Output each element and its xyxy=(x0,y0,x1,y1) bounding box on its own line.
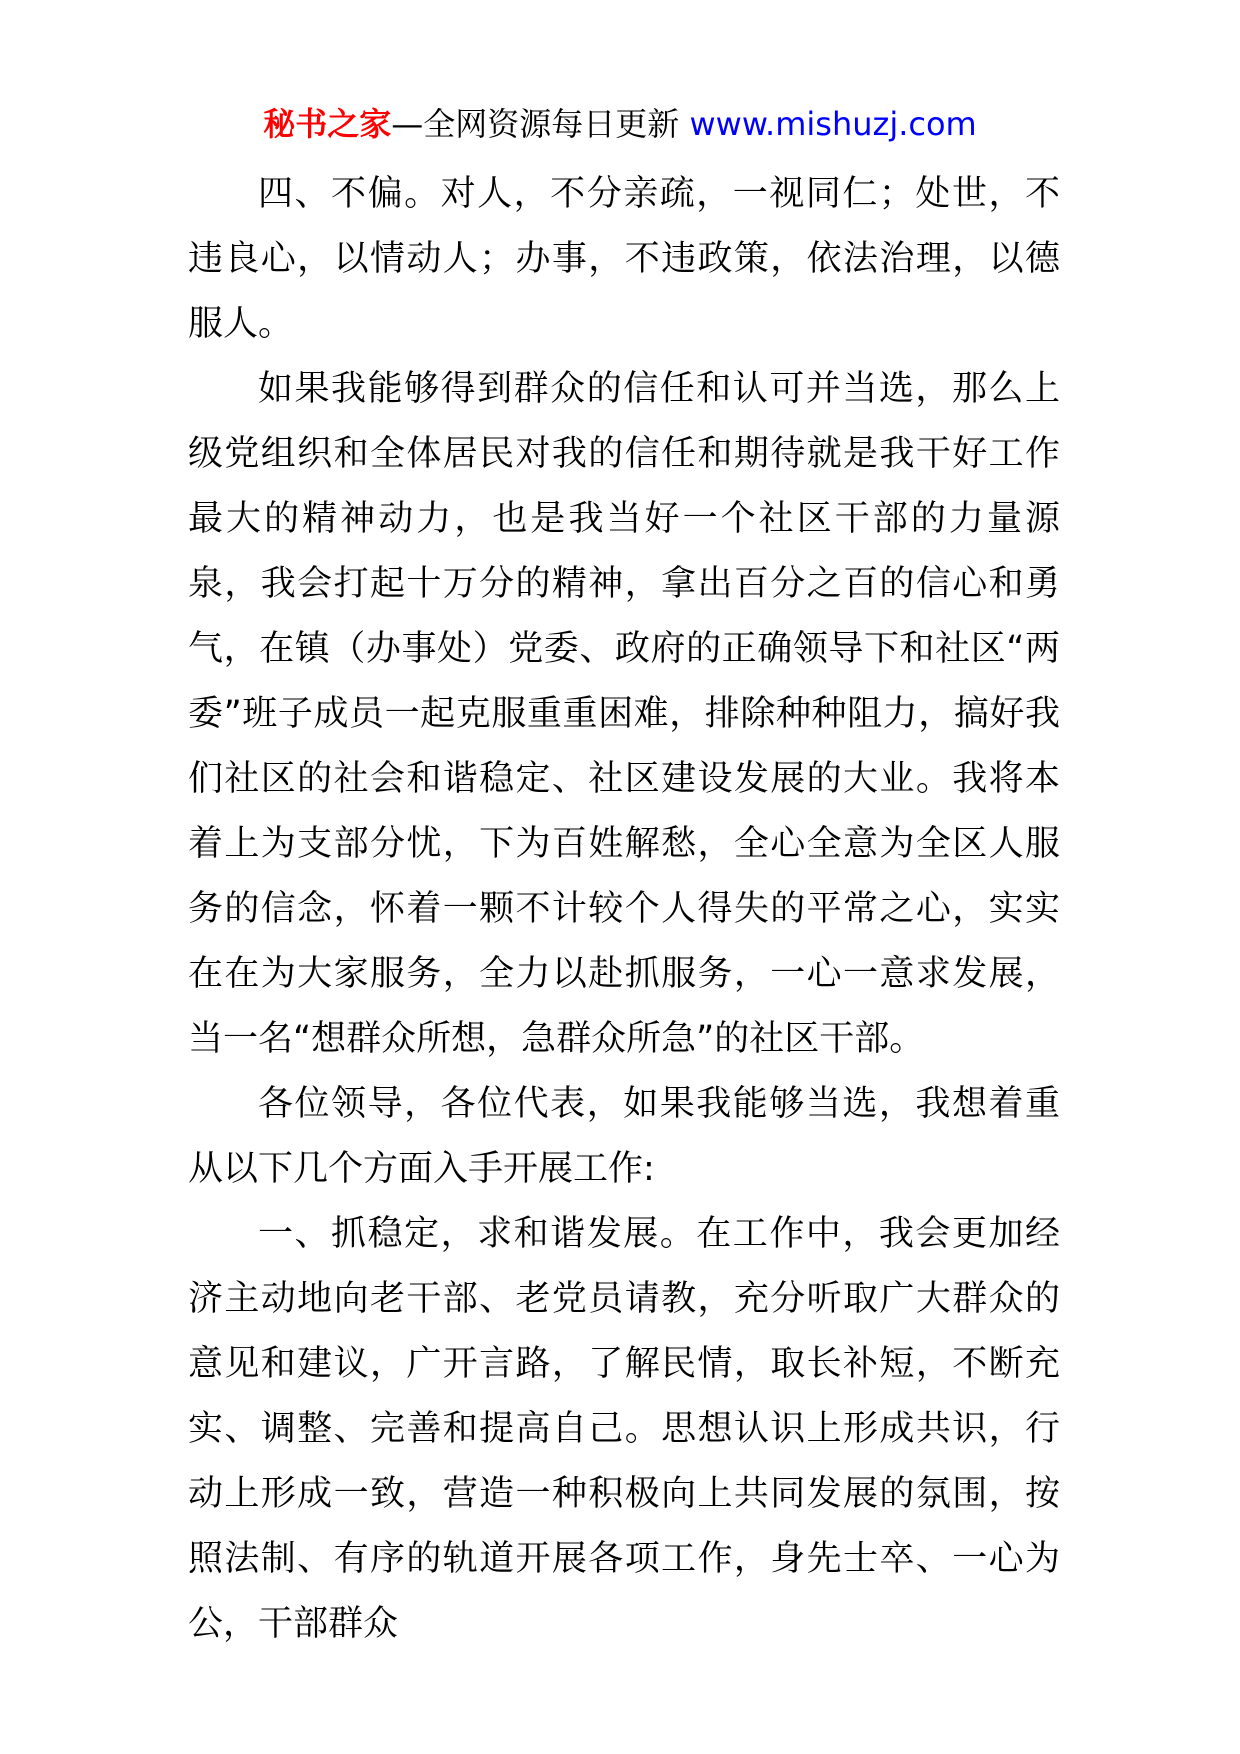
page-header xyxy=(0,100,1240,148)
document-body xyxy=(188,162,1060,1657)
paragraph: 一、抓稳定，求和谐发展。在工作中，我会更加经济主动地向老干部、老党员请教，充分听取广大群众的意见和建议，广开言路，了解民情，取长补短，不断充实、调整、完善和提高自己。思想认识上形成共识，行动上形成一致，营造一种积极向上共同发展的氛围，按照法制、有序的轨道开展各项工作，身先士卒、一心为公，干部群众 xyxy=(188,1214,1060,1644)
paragraph: 各位领导，各位代表，如果我能够当选，我想着重从以下几个方面入手开展工作: xyxy=(188,1084,1060,1189)
brand-name: 秘书之家 xyxy=(263,105,392,143)
header-url[interactable]: www.mishuzj.com xyxy=(689,105,977,143)
header-tagline: —全网资源每日更新 xyxy=(391,105,690,143)
paragraph: 四、不偏。对人，不分亲疏，一视同仁；处世，不违良心，以情动人；办事，不违政策，依法治理，以德服人。 xyxy=(188,174,1060,344)
paragraph: 如果我能够得到群众的信任和认可并当选，那么上级党组织和全体居民对我的信任和期待就是我干好工作最大的精神动力，也是我当好一个社区干部的力量源泉，我会打起十万分的精神，拿出百分之百的信心和勇气，在镇（办事处）党委、政府的正确领导下和社区“两委”班子成员一起克服重重困难，排除种种阻力，搞好我们社区的社会和谐稳定、社区建设发展的大业。我将本着上为支部分忧，下为百姓解愁，全心全意为全区人服务的信念，怀着一颗不计较个人得失的平常之心，实实在在为大家服务，全力以赴抓服务，一心一意求发展，当一名“想群众所想，急群众所急”的社区干部。 xyxy=(188,369,1060,1059)
